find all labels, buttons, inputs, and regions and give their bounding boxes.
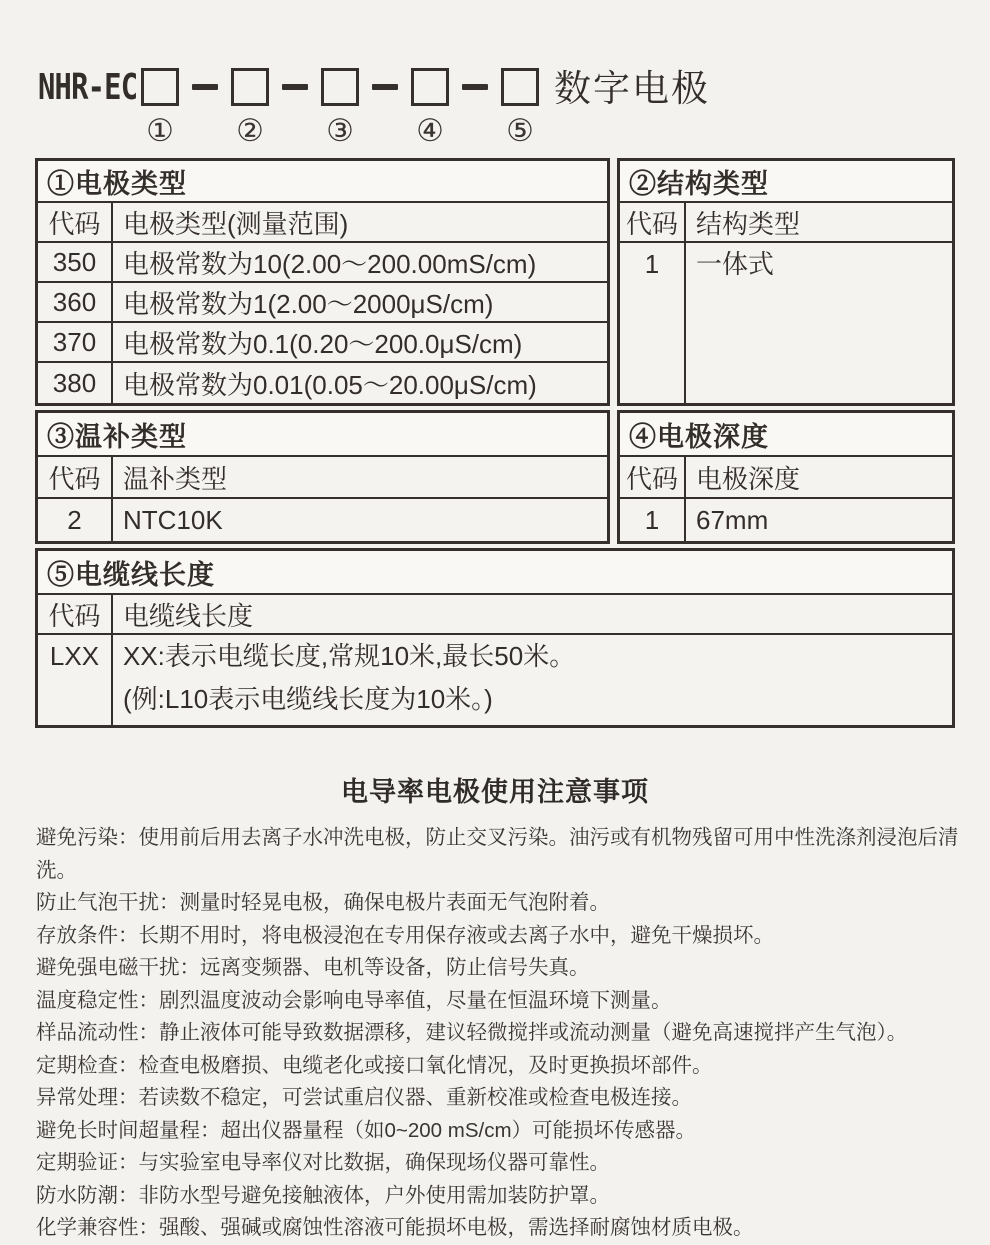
cable-desc-lines (123, 635, 575, 721)
position-mark-2: ② (236, 113, 264, 148)
position-mark-4: ④ (416, 113, 444, 148)
cell-desc (113, 635, 952, 725)
model-slot-2 (230, 68, 270, 148)
cell-code: LXX (38, 635, 113, 725)
spec-band-2 (35, 410, 955, 544)
note-item: 定期验证：与实验室电导率仪对比数据，确保现场仪器可靠性。 (36, 1151, 610, 1174)
table-electrode-type (35, 158, 610, 406)
cell-desc: 电极常数为0.01(0.05～20.00μS/cm) (123, 369, 537, 400)
cell-desc: 电极常数为1(2.00～2000μS/cm) (123, 288, 494, 319)
note-item: 避免长时间超量程：超出仪器量程（如0~200 mS/cm）可能损坏传感器。 (36, 1118, 697, 1142)
table-temp-comp (35, 410, 610, 544)
section-title-electrode-type: ①电极类型 (38, 161, 607, 203)
cell-code: 1 (620, 499, 686, 541)
cell-code: 360 (38, 283, 113, 321)
note-item: 存放条件：长期不用时，将电极浸泡在专用保存液或去离子水中，避免干燥损坏。 (36, 923, 774, 947)
note-item: 避免强电磁干扰：远离变频器、电机等设备，防止信号失真。 (36, 956, 590, 979)
header-row (620, 457, 952, 499)
cell-desc: 电极常数为0.1(0.20～200.0μS/cm) (123, 328, 523, 359)
column-header-code: 代码 (38, 457, 113, 497)
position-mark-3: ③ (326, 113, 354, 148)
note-item: 异常处理：若读数不稳定，可尝试重启仪器、重新校准或检查电极连接。 (36, 1086, 692, 1109)
code-box-icon (321, 68, 359, 106)
note-item: 定期检查：检查电极磨损、电缆老化或接口氧化情况，及时更换损坏部件。 (36, 1053, 713, 1077)
cell-code: 370 (38, 323, 113, 361)
dash-icon (192, 84, 218, 90)
column-header-desc: 电缆线长度 (123, 600, 254, 631)
header-row (38, 203, 607, 243)
section-title-structure-type: ②结构类型 (620, 161, 952, 203)
cable-desc-line1: XX:表示电缆长度,常规10米,最长50米。 (123, 641, 576, 671)
column-header-desc: 电极深度 (696, 463, 801, 494)
cell-code: 2 (38, 499, 113, 541)
column-header-code: 代码 (38, 595, 113, 633)
table-row (620, 243, 952, 403)
table-row (38, 363, 607, 403)
cell-code: 380 (38, 363, 113, 403)
code-box-icon (141, 68, 179, 106)
note-item: 防止气泡干扰：测量时轻晃电极，确保电极片表面无气泡附着。 (36, 891, 610, 914)
table-structure-type (617, 158, 955, 406)
model-suffix: 数字电极 (554, 68, 710, 109)
model-code-line (38, 68, 710, 148)
note-item: 温度稳定性：剧烈温度波动会影响电导率值，尽量在恒温环境下测量。 (36, 988, 672, 1012)
column-header-desc: 结构类型 (696, 208, 801, 239)
table-depth (617, 410, 955, 544)
dash-icon (462, 84, 488, 90)
cell-desc: 一体式 (696, 249, 775, 279)
table-row (38, 323, 607, 363)
cell-desc: NTC10K (123, 504, 223, 535)
model-prefix: NHR-EC (38, 67, 138, 108)
table-row (38, 243, 607, 283)
cell-desc: 电极常数为10(2.00～200.00mS/cm) (123, 248, 537, 279)
table-row (38, 499, 607, 541)
note-item: 化学兼容性：强酸、强碱或腐蚀性溶液可能损坏电极，需选择耐腐蚀材质电极。 (36, 1216, 754, 1239)
section-title-temp-comp: ③温补类型 (38, 413, 607, 457)
table-row (620, 499, 952, 541)
section-title-cable: ⑤电缆线长度 (38, 551, 952, 595)
dash-icon (282, 84, 308, 90)
header-row (38, 457, 607, 499)
column-header-desc: 电极类型(测量范围) (123, 208, 349, 239)
table-row (38, 283, 607, 323)
code-box-icon (231, 68, 269, 106)
notes-list (36, 822, 966, 1245)
header-row (38, 595, 952, 635)
cell-code: 350 (38, 243, 113, 281)
model-slot-5 (500, 68, 540, 148)
column-header-code: 代码 (620, 457, 686, 497)
cable-desc-line2: (例:L10表示电缆线长度为10米。) (123, 684, 493, 714)
table-cable-length (35, 548, 955, 728)
model-slot-1 (140, 68, 180, 148)
position-mark-1: ① (146, 113, 174, 148)
code-box-icon (501, 68, 539, 106)
section-title-depth: ④电极深度 (620, 413, 952, 457)
dash-icon (372, 84, 398, 90)
note-item: 样品流动性：静止液体可能导致数据漂移，建议轻微搅拌或流动测量（避免高速搅拌产生气泡）。 (36, 1021, 908, 1044)
cell-code: 1 (620, 243, 686, 403)
header-row (620, 203, 952, 243)
column-header-code: 代码 (620, 203, 686, 241)
spec-band-3 (35, 548, 955, 728)
code-box-icon (411, 68, 449, 106)
spec-band-1 (35, 158, 955, 406)
note-item: 防水防潮：非防水型号避免接触液体，户外使用需加装防护罩。 (36, 1183, 610, 1207)
model-slot-3 (320, 68, 360, 148)
column-header-code: 代码 (38, 203, 113, 241)
cell-desc: 67mm (696, 504, 769, 535)
table-row (38, 635, 952, 725)
note-item: 避免污染：使用前后用去离子水冲洗电极，防止交叉污染。油污或有机物残留可用中性洗涤剂浸泡后清洗。 (36, 826, 959, 882)
model-slot-4 (410, 68, 450, 148)
position-mark-5: ⑤ (506, 113, 534, 148)
column-header-desc: 温补类型 (123, 463, 228, 494)
notes-title: 电导率电极使用注意事项 (341, 777, 649, 807)
